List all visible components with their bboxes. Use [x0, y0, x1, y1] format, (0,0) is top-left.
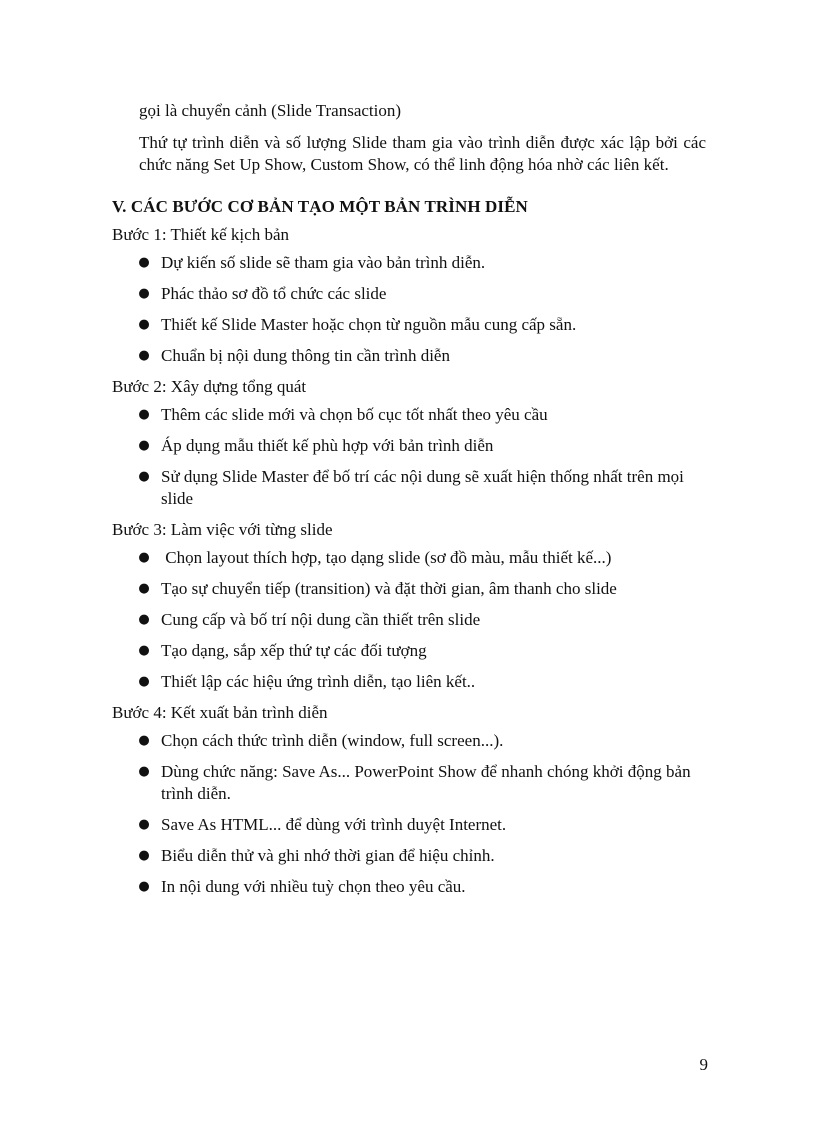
list-item	[112, 640, 706, 662]
list-item	[112, 671, 706, 693]
list-item	[112, 876, 706, 898]
item-text: Thiết lập các hiệu ứng trình diễn, tạo liên kết..	[161, 672, 476, 691]
list-item	[112, 547, 706, 569]
list-item	[112, 435, 706, 457]
step-4	[112, 702, 706, 898]
page-number: 9	[699, 1055, 708, 1074]
item-text: Phác thảo sơ đồ tổ chức các slide	[161, 284, 387, 303]
bullet-icon: ●	[138, 674, 150, 689]
list-item	[112, 845, 706, 867]
bullet-icon: ●	[138, 764, 150, 779]
step-title: Bước 3: Làm việc với từng slide	[112, 520, 333, 539]
item-text: Chuẩn bị nội dung thông tin cần trình diễn	[161, 346, 450, 365]
list-item	[112, 404, 706, 426]
intro-line: gọi là chuyển cảnh (Slide Transaction)	[139, 101, 402, 120]
list-item	[112, 314, 706, 336]
bullet-icon: ●	[138, 879, 150, 894]
step-items	[112, 730, 706, 898]
bullet-icon: ●	[138, 255, 150, 270]
step-title: Bước 1: Thiết kế kịch bản	[112, 225, 289, 244]
step-2	[112, 376, 706, 510]
step-3	[112, 519, 706, 693]
main-section	[112, 196, 706, 907]
item-text: Thêm các slide mới và chọn bố cục tốt nhất theo yêu cầu	[161, 405, 548, 424]
intro-paragraph: Thứ tự trình diễn và số lượng Slide tham gia vào trình diễn được xác lập bởi các chức năng Set Up Show, Custom Show, có thể linh động hóa nhờ các liên kết.	[139, 133, 706, 174]
bullet-icon: ●	[138, 581, 150, 596]
item-text: Chọn cách thức trình diễn (window, full screen...).	[161, 731, 504, 750]
bullet-icon: ●	[138, 469, 150, 484]
step-items	[112, 252, 706, 367]
list-item	[112, 345, 706, 367]
item-text: Biểu diễn thử và ghi nhớ thời gian để hiệu chỉnh.	[161, 846, 495, 865]
step-items	[112, 404, 706, 510]
bullet-icon: ●	[138, 407, 150, 422]
bullet-icon: ●	[138, 348, 150, 363]
list-item	[112, 466, 706, 510]
list-item	[112, 283, 706, 305]
item-text: Áp dụng mẫu thiết kế phù hợp với bản trình diễn	[161, 436, 494, 455]
bullet-icon: ●	[138, 643, 150, 658]
step-title: Bước 4: Kết xuất bản trình diễn	[112, 703, 328, 722]
list-item	[112, 578, 706, 600]
item-text: Sử dụng Slide Master để bố trí các nội dung sẽ xuất hiện thống nhất trên mọi slide	[161, 467, 684, 508]
bullet-icon: ●	[138, 317, 150, 332]
bullet-icon: ●	[138, 438, 150, 453]
bullet-icon: ●	[138, 733, 150, 748]
item-text: Thiết kế Slide Master hoặc chọn từ nguồn mẫu cung cấp sẵn.	[161, 315, 577, 334]
section-heading: V. CÁC BƯỚC CƠ BẢN TẠO MỘT BẢN TRÌNH DIỄN	[112, 197, 528, 216]
list-item	[112, 252, 706, 274]
item-text: Dùng chức năng: Save As... PowerPoint Show để nhanh chóng khởi động bản trình diễn.	[161, 762, 691, 803]
item-text: In nội dung với nhiều tuỳ chọn theo yêu cầu.	[161, 877, 466, 896]
item-text: Tạo dạng, sắp xếp thứ tự các đối tượng	[161, 641, 427, 660]
item-text: Dự kiến số slide sẽ tham gia vào bản trình diễn.	[161, 253, 486, 272]
step-1	[112, 224, 706, 367]
step-title: Bước 2: Xây dựng tổng quát	[112, 377, 307, 396]
list-item	[112, 814, 706, 836]
intro-section	[139, 100, 706, 176]
bullet-icon: ●	[138, 817, 150, 832]
bullet-icon: ●	[138, 612, 150, 627]
item-text: Tạo sự chuyển tiếp (transition) và đặt thời gian, âm thanh cho slide	[161, 579, 617, 598]
step-items	[112, 547, 706, 693]
bullet-icon: ●	[138, 550, 150, 565]
list-item	[112, 730, 706, 752]
item-text: Cung cấp và bố trí nội dung cần thiết trên slide	[161, 610, 481, 629]
item-text: Save As HTML... để dùng với trình duyệt Internet.	[161, 815, 507, 834]
bullet-icon: ●	[138, 848, 150, 863]
list-item	[112, 761, 706, 805]
list-item	[112, 609, 706, 631]
item-text: Chọn layout thích hợp, tạo dạng slide (sơ đồ màu, mẫu thiết kế...)	[161, 548, 612, 567]
bullet-icon: ●	[138, 286, 150, 301]
